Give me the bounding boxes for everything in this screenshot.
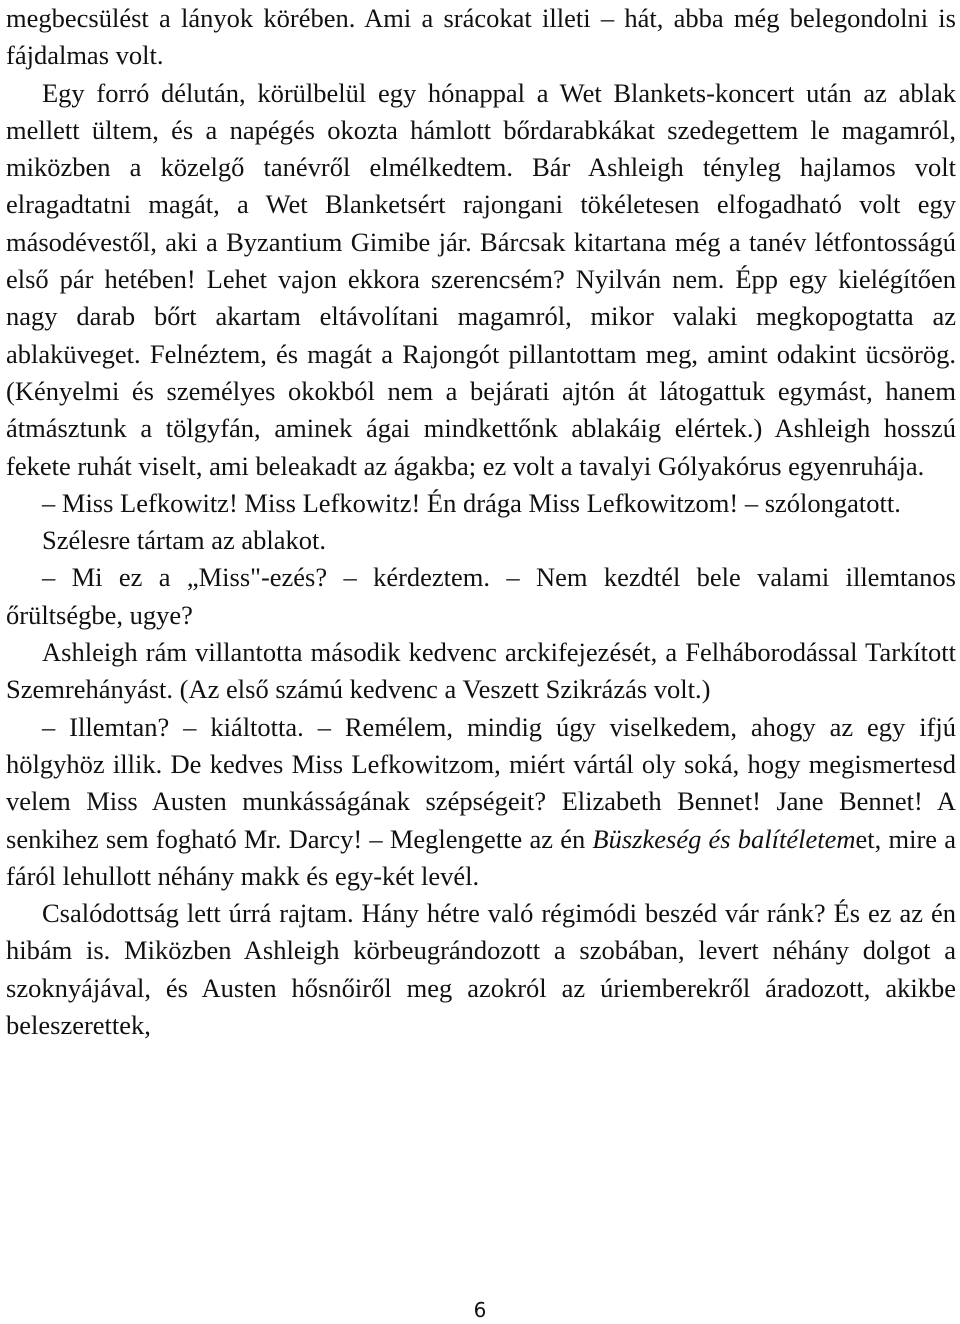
document-page <box>6 0 956 1044</box>
page-number: 6 <box>473 1298 487 1322</box>
paragraph-text: et, mire a fáról lehullott néhány makk és egy-két levél. <box>6 823 956 891</box>
book-title: Büszkeség és balítéletem <box>592 823 856 854</box>
dialogue-paragraph: – Mi ez a „Miss"-ezés? – kérdeztem. – Nem kezdtél bele valami illemtanos őrültségbe, ugye? <box>6 562 956 630</box>
paragraph: Egy forró délután, körülbelül egy hónappal a Wet Blankets-koncert után az ablak mellett ültem, és a napégés okozta hámlott bőrdarabkákat szedegettem le magamról, miközben a közelgő tanévről elmélkedtem. Bár Ashleigh tényleg hajlamos volt elragadtatni magát, a Wet Blanketsért rajongani tökéletesen elfogadható volt egy másodévestől, aki a Byzantium Gimibe jár. Bárcsak kitartana még a tanév létfontosságú első pár hetében! Lehet vajon ekkora szerencsém? Nyilván nem. Épp egy kielégítően nagy darab bőrt akartam eltávolítani magamról, mikor valaki megkopogtatta az ablaküveget. Felnéztem, és magát a Rajongót pillantottam meg, amint odakint ücsörög. (Kényelmi és személyes okokból nem a bejárati ajtón át látogattuk egymást, hanem átmásztunk a tölgyfán, aminek ágai mindkettőnk ablakáig elértek.) Ashleigh hosszú fekete ruhát viselt, ami beleakadt az ágakba; ez volt a tavalyi Gólyakórus egyenruhája. <box>6 77 956 481</box>
paragraph-text: – Illemtan? – kiáltotta. – Remélem, mindig úgy viselkedem, ahogy az egy ifjú hölgyhöz illik. De kedves Miss Lefkowitzom, miért vártál oly soká, hogy megismertesd velem Miss Austen munkásságának szépségeit? Elizabeth Bennet! Jane Bennet! A senkihez sem fogható Mr. Darcy! – Meglengette az én <box>6 711 956 854</box>
paragraph: Ashleigh rám villantotta második kedvenc arckifejezését, a Felháborodással Tarkított Szemrehányást. (Az első számú kedvenc a Veszett Szikrázás volt.) <box>6 637 956 705</box>
dialogue-paragraph <box>6 709 956 895</box>
dialogue-paragraph: – Miss Lefkowitz! Miss Lefkowitz! Én drága Miss Lefkowitzom! – szólongatott. <box>42 487 901 518</box>
paragraph: Csalódottság lett úrrá rajtam. Hány hétre való régimódi beszéd vár ránk? És ez az én hibám is. Miközben Ashleigh körbeugrándozott a szobában, levert néhány dolgot a szoknyájával, és Austen hősnőiről meg azokról az úriemberekről áradozott, akikbe beleszerettek, <box>6 898 956 1041</box>
paragraph: megbecsülést a lányok körében. Ami a srácokat illeti – hát, abba még belegondolni is fájdalmas volt. <box>6 3 956 71</box>
paragraph: Szélesre tártam az ablakot. <box>42 525 326 556</box>
